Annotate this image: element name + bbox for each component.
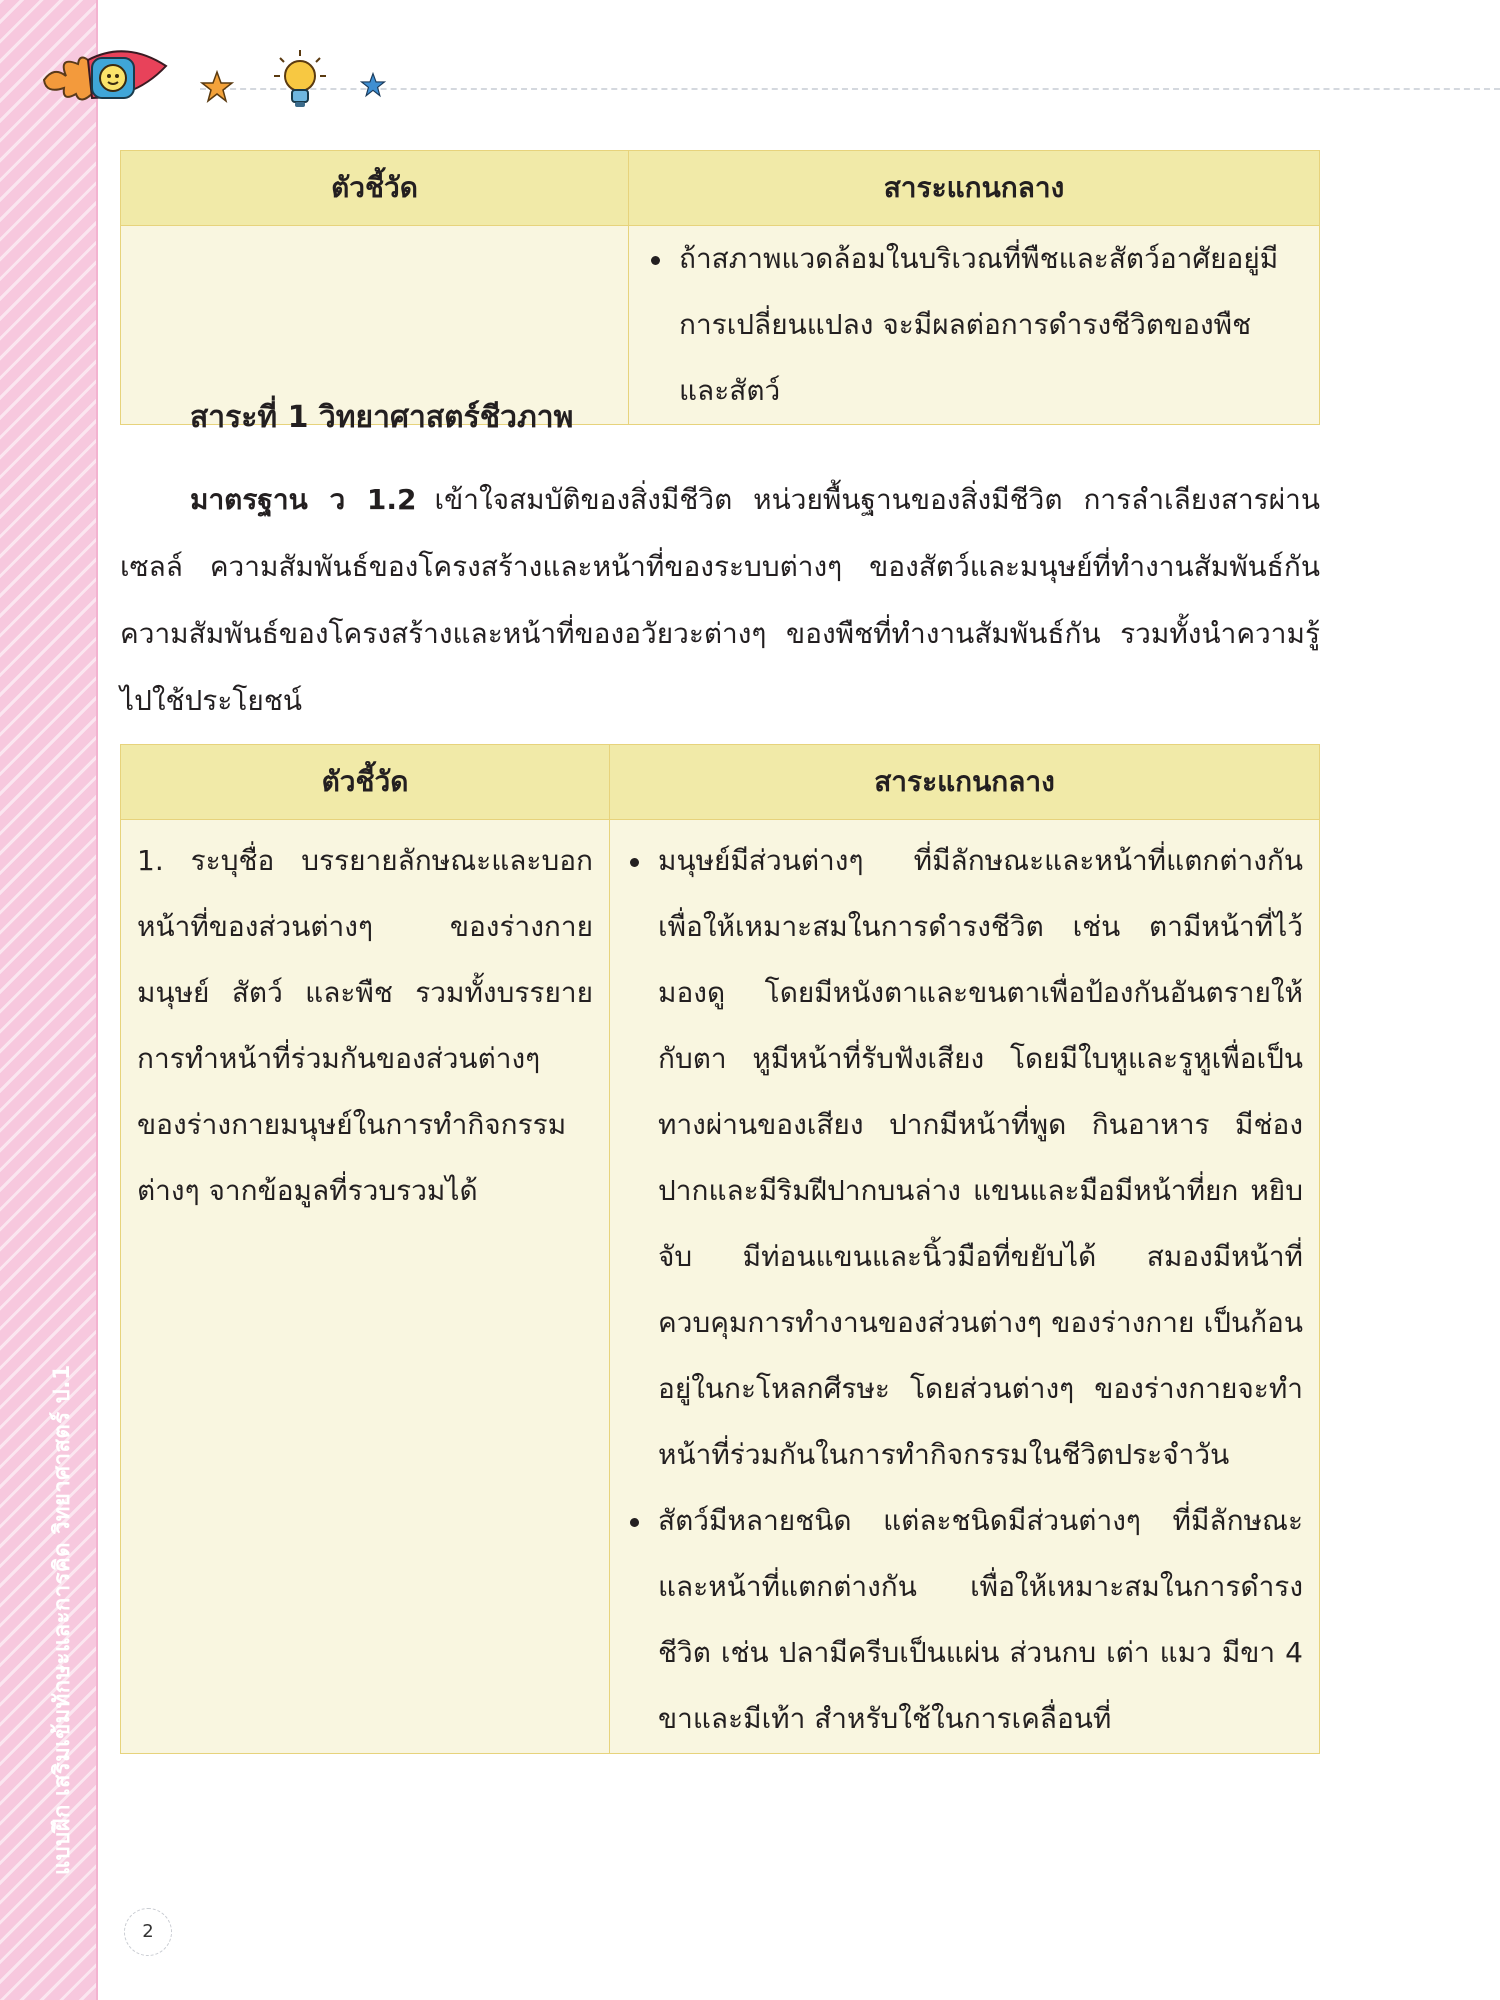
standard-label: มาตรฐาน ว 1.2 [190,483,417,516]
core-content-item: สัตว์มีหลายชนิด แต่ละชนิดมีส่วนต่างๆ ที่มีลักษณะและหน้าที่แตกต่างกัน เพื่อให้เหมาะสมในการดำรงชีวิต เช่น ปลามีครีบเป็นแผ่น ส่วนกบ เต่า แมว มีขา 4 ขาและมีเท้า สำหรับใช้ในการเคลื่อนที่ [628,1488,1303,1752]
book-title-vertical: แบบฝึก เสริมเข้มทักษะและการคิด วิทยาศาสตร์ ป.1 [50,1364,75,1875]
header-indicator: ตัวชี้วัด [121,151,629,226]
lightbulb-icon [272,48,328,112]
star-icon [200,70,234,104]
indicator-text: 1. ระบุชื่อ บรรยายลักษณะและบอกหน้าที่ของส่วนต่างๆ ของร่างกายมนุษย์ สัตว์ และพืช รวมทั้งบรรยายการทำหน้าที่ร่วมกันของส่วนต่างๆ ของร่างกายมนุษย์ในการทำกิจกรรมต่างๆ จากข้อมูลที่รวบรวมได้ [137,844,593,1207]
rocket-icon [36,36,176,116]
standard-text: เข้าใจสมบัติของสิ่งมีชีวิต หน่วยพื้นฐานของสิ่งมีชีวิต การลำเลียงสารผ่านเซลล์ ความสัมพันธ์ของโครงสร้างและหน้าที่ของระบบต่างๆ ของสัตว์และมนุษย์ที่ทำงานสัมพันธ์กัน ความสัมพันธ์ของโครงสร้างและหน้าที่ของอวัยวะต่างๆ ของพืชที่ทำงานสัมพันธ์กัน รวมทั้งนำความรู้ไปใช้ประโยชน์ [120,483,1320,717]
dotted-divider [200,88,1500,90]
star-icon [360,72,386,98]
core-content-item: มนุษย์มีส่วนต่างๆ ที่มีลักษณะและหน้าที่แตกต่างกันเพื่อให้เหมาะสมในการดำรงชีวิต เช่น ตามีหน้าที่ไว้มองดู โดยมีหนังตาและขนตาเพื่อป้องกันอันตรายให้กับตา หูมีหน้าที่รับฟังเสียง โดยมีใบหูและรูหูเพื่อเป็นทางผ่านของเสียง ปากมีหน้าที่พูด กินอาหาร มีช่องปากและมีริมฝีปากบนล่าง แขนและมือมีหน้าที่ยก หยิบ จับ มีท่อนแขนและนิ้วมือที่ขยับได้ สมองมีหน้าที่ควบคุมการทำงานของส่วนต่างๆ ของร่างกาย เป็นก้อนอยู่ในกะโหลกศีรษะ โดยส่วนต่างๆ ของร่างกายจะทำหน้าที่ร่วมกันในการทำกิจกรรมในชีวิตประจำวัน [628,828,1303,1488]
indicator-table-1 [120,150,1320,425]
indicator-cell [121,820,610,1754]
core-content-cell [629,226,1320,425]
standard-paragraph [120,466,1320,734]
page-number: 2 [124,1908,172,1956]
header-indicator: ตัวชี้วัด [121,745,610,820]
indicator-table-2 [120,744,1320,1754]
core-content-item: ถ้าสภาพแวดล้อมในบริเวณที่พืชและสัตว์อาศัยอยู่มีการเปลี่ยนแปลง จะมีผลต่อการดำรงชีวิตของพืชและสัตว์ [649,226,1301,424]
header-core-content: สาระแกนกลาง [629,151,1320,226]
subject-heading: สาระที่ 1 วิทยาศาสตร์ชีวภาพ [190,400,574,435]
header-core-content: สาระแกนกลาง [610,745,1320,820]
core-content-cell [610,820,1320,1754]
